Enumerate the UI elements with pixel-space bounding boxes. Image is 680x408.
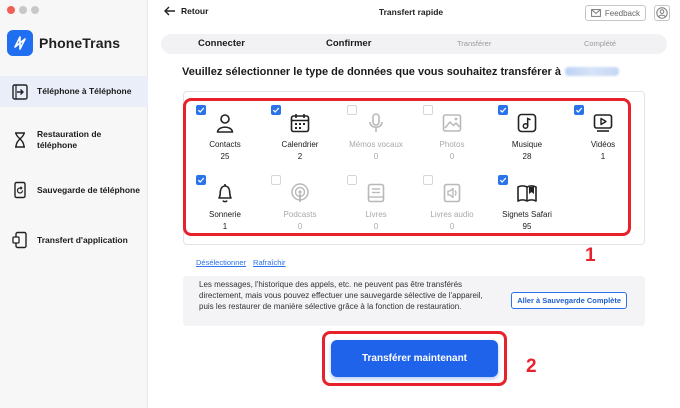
page-heading xyxy=(182,66,619,78)
sidebar-nav xyxy=(0,76,148,255)
feedback-button[interactable] xyxy=(585,5,646,21)
data-type-books[interactable] xyxy=(341,175,411,231)
window-controls xyxy=(7,6,39,14)
app-transfer-icon xyxy=(10,230,30,250)
audiobook-icon xyxy=(439,180,465,206)
data-type-name: Calendrier xyxy=(281,140,319,149)
sidebar-item-label: Sauvegarde de téléphone xyxy=(37,184,140,195)
feedback-label: Feedback xyxy=(604,8,640,18)
mail-icon xyxy=(591,9,601,17)
heading-text: Veuillez sélectionner le type de données que vous souhaitez transférer à xyxy=(182,66,562,78)
refresh-link[interactable]: Rafraîchir xyxy=(253,258,286,267)
contacts-checkbox[interactable] xyxy=(196,105,206,115)
data-type-name: Livres xyxy=(365,210,387,219)
safari-bookmark-icon xyxy=(514,180,540,206)
bell-icon xyxy=(212,180,238,206)
data-type-name: Photos xyxy=(439,140,465,149)
data-type-photos[interactable] xyxy=(417,105,487,161)
phonetrans-logo-icon xyxy=(7,30,33,56)
data-type-count: 0 xyxy=(449,222,455,231)
data-type-count: 25 xyxy=(220,152,230,161)
data-type-count: 0 xyxy=(373,152,379,161)
maximize-window-button[interactable] xyxy=(31,6,39,14)
sidebar-item-app-transfer[interactable] xyxy=(0,225,148,255)
data-type-podcasts[interactable] xyxy=(265,175,335,231)
microphone-icon xyxy=(363,110,389,136)
safari-bookmarks-checkbox[interactable] xyxy=(498,175,508,185)
annotation-marker-2: 2 xyxy=(526,356,537,377)
sidebar-item-label: Téléphone à Téléphone xyxy=(37,86,132,96)
data-type-count: 28 xyxy=(522,152,532,161)
step-complete: Complété xyxy=(584,39,617,48)
music-checkbox[interactable] xyxy=(498,105,508,115)
data-type-music[interactable] xyxy=(492,105,562,161)
ringtone-checkbox[interactable] xyxy=(196,175,206,185)
step-transfer: Transférer xyxy=(457,39,492,48)
transfer-now-button[interactable]: Transférer maintenant xyxy=(331,340,498,377)
calendar-icon xyxy=(287,110,313,136)
voice-memos-checkbox[interactable] xyxy=(347,105,357,115)
user-icon xyxy=(656,7,668,19)
videos-checkbox[interactable] xyxy=(574,105,584,115)
data-type-calendar[interactable] xyxy=(265,105,335,161)
books-checkbox[interactable] xyxy=(347,175,357,185)
brand xyxy=(7,30,120,56)
calendar-checkbox[interactable] xyxy=(271,105,281,115)
data-type-name: Podcasts xyxy=(283,210,317,219)
window-title: Transfert rapide xyxy=(378,7,444,17)
data-type-count: 0 xyxy=(373,222,379,231)
data-type-name: Sonnerie xyxy=(208,210,242,219)
data-type-count: 95 xyxy=(522,222,532,231)
sidebar-item-backup[interactable] xyxy=(0,175,148,205)
data-type-count: 2 xyxy=(297,152,303,161)
photos-checkbox[interactable] xyxy=(423,105,433,115)
data-type-name: Livres audio xyxy=(430,210,474,219)
back-label: Retour xyxy=(181,6,209,16)
sidebar-item-label: Restauration de téléphone xyxy=(37,129,102,150)
book-icon xyxy=(363,180,389,206)
podcasts-checkbox[interactable] xyxy=(271,175,281,185)
minimize-window-button[interactable] xyxy=(19,6,27,14)
data-type-name: Vidéos xyxy=(590,140,616,149)
data-type-videos[interactable] xyxy=(568,105,638,161)
photos-icon xyxy=(439,110,465,136)
phone-backup-icon xyxy=(10,180,30,200)
audiobooks-checkbox[interactable] xyxy=(423,175,433,185)
data-type-name: Contacts xyxy=(209,140,241,149)
close-window-button[interactable] xyxy=(7,6,15,14)
data-type-voice-memos[interactable] xyxy=(341,105,411,161)
info-box xyxy=(183,276,645,326)
top-bar xyxy=(148,0,680,26)
deselect-link[interactable]: Désélectionner xyxy=(196,258,247,267)
sidebar-item-label: Transfert d'application xyxy=(37,234,128,245)
step-confirm: Confirmer xyxy=(326,38,372,49)
blurred-device-name xyxy=(565,67,619,76)
data-type-ringtone[interactable] xyxy=(190,175,260,231)
step-connect: Connecter xyxy=(198,38,245,49)
data-type-name: Mémos vocaux xyxy=(349,140,403,149)
app-name: PhoneTrans xyxy=(39,35,121,51)
selection-links xyxy=(196,258,286,267)
data-type-name: Signets Safari xyxy=(502,210,552,219)
data-type-count: 1 xyxy=(222,222,228,231)
video-icon xyxy=(590,110,616,136)
progress-steps xyxy=(161,34,667,54)
data-type-count: 0 xyxy=(449,152,455,161)
data-type-count: 0 xyxy=(297,222,303,231)
info-text: Les messages, l'historique des appels, etc. ne peuvent pas être transférés directement, mais vous pouvez effectuer une sauvegarde sélective de l'appareil, puis les restaurer de manière sélective grâce à la fonction de restauration. xyxy=(199,280,483,311)
contacts-icon xyxy=(212,110,238,136)
data-type-name: Musique xyxy=(511,140,543,149)
music-icon xyxy=(514,110,540,136)
data-type-count: 1 xyxy=(600,152,606,161)
phone-to-phone-icon xyxy=(10,82,30,102)
data-type-safari-bookmarks[interactable] xyxy=(492,175,562,231)
sidebar-item-restore[interactable] xyxy=(0,125,148,155)
podcast-icon xyxy=(287,180,313,206)
go-to-full-backup-button[interactable]: Aller à Sauvegarde Complète xyxy=(511,292,627,309)
data-type-audiobooks[interactable] xyxy=(417,175,487,231)
sidebar-item-phone-to-phone[interactable] xyxy=(0,76,148,107)
hourglass-icon xyxy=(10,130,30,150)
sidebar xyxy=(0,0,148,408)
user-account-button[interactable] xyxy=(654,5,670,21)
data-type-contacts[interactable] xyxy=(190,105,260,161)
annotation-marker-1: 1 xyxy=(585,245,596,266)
